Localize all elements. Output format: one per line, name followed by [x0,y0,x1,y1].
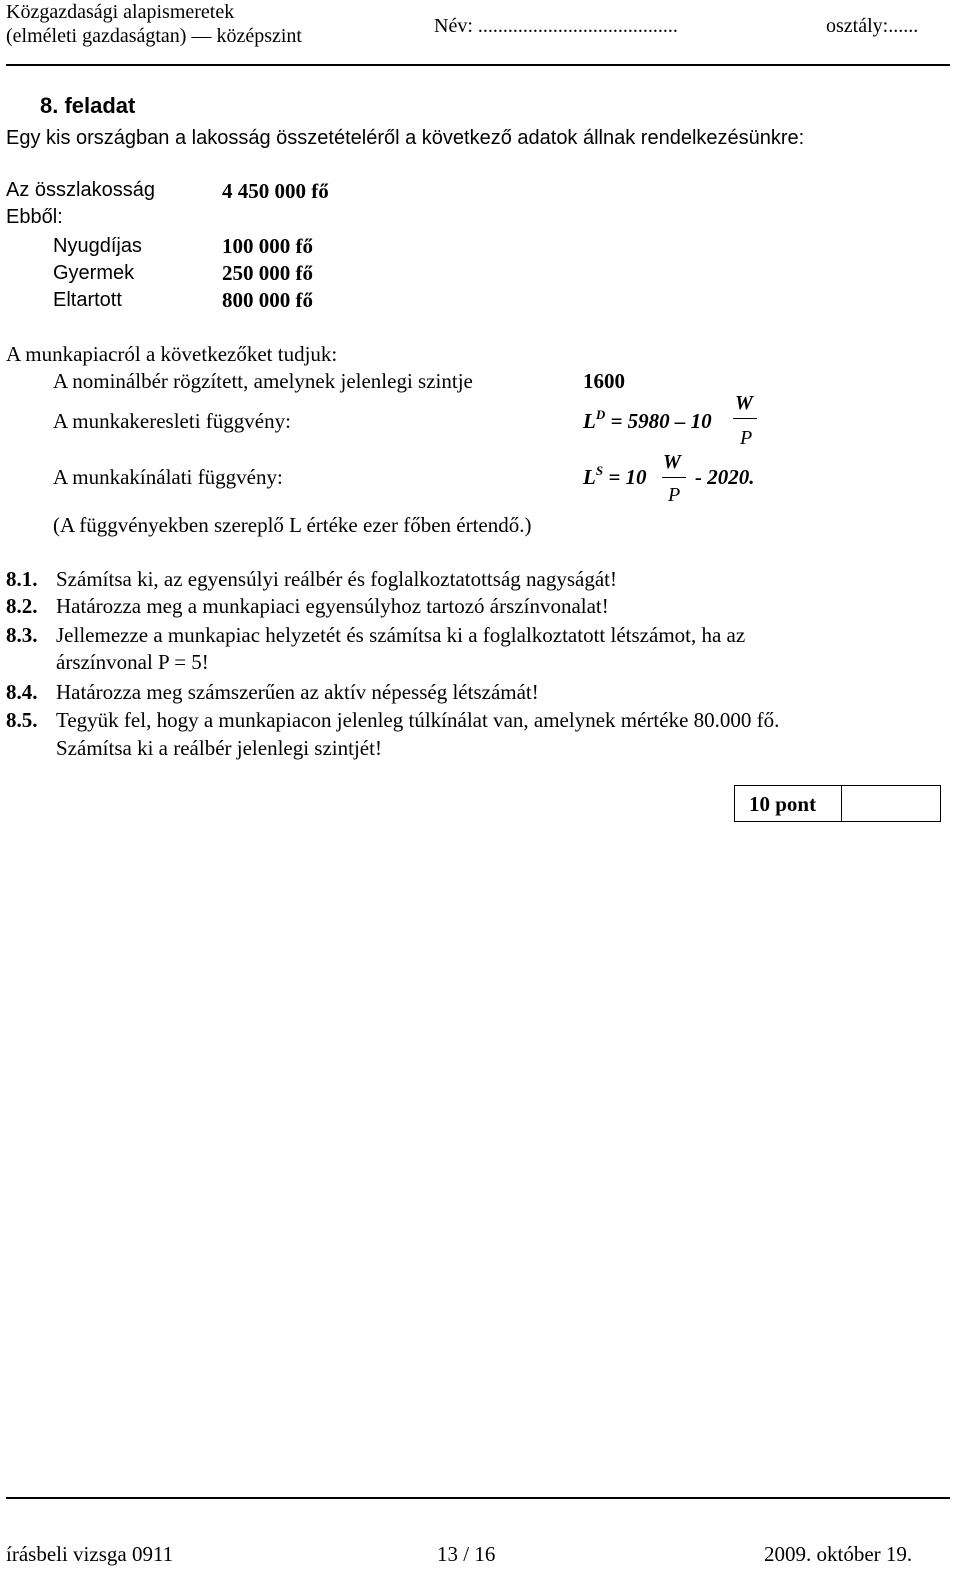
population-row-label: Gyermek [53,262,135,284]
nominal-wage-label: A nominálbér rögzített, amelynek jelenlegi szintje [53,369,473,393]
question-number: 8.2. [6,594,38,618]
points-label: 10 pont [749,792,817,816]
supply-fraction-numerator: W [663,451,681,473]
supply-fraction-denominator: P [668,484,681,506]
question-number: 8.1. [6,567,38,591]
population-row-value: 800 000 fő [222,288,313,312]
demand-fraction-denominator: P [740,427,753,449]
question-text-continued: árszínvonal P = 5! [56,650,209,674]
header-subject-line1: Közgazdasági alapismeretek [6,1,235,23]
population-row-label: Nyugdíjas [53,235,142,257]
population-row-label: Eltartott [53,289,122,311]
population-total-label: Az összlakosság [6,179,155,201]
header-class-field: osztály:...... [826,15,919,37]
unit-note: (A függvényekben szereplő L értéke ezer főben értendő.) [53,513,532,537]
labor-intro: A munkapiacról a következőket tudjuk: [6,342,338,366]
header-subject-line2: (elméleti gazdaságtan) — középszint [6,25,302,47]
footer-exam-code: írásbeli vizsga 0911 [6,1542,174,1566]
population-row-value: 100 000 fő [222,234,313,258]
question-text: Tegyük fel, hogy a munkapiacon jelenleg túlkínálat van, amelynek mértéke 80.000 fő. [56,708,780,732]
supply-tail: - 2020. [695,465,755,489]
question-text-continued: Számítsa ki a reálbér jelenlegi szintjét! [56,736,382,760]
demand-fraction-numerator: W [735,392,753,414]
supply-fraction-bar [662,477,686,478]
nominal-wage-value: 1600 [583,369,625,393]
question-text: Jellemezze a munkapiac helyzetét és számítsa ki a foglalkoztatott létszámot, ha az [56,623,746,647]
demand-superscript: D [595,407,606,422]
supply-formula [583,464,647,493]
supply-L: L [583,465,596,489]
footer-page-number: 13 / 16 [437,1542,496,1566]
task-intro: Egy kis országban a lakosság összetételéről a következő adatok állnak rendelkezésünkre: [6,127,805,149]
points-score-cell [841,785,941,822]
population-row-value: 250 000 fő [222,261,313,285]
demand-expression: = 5980 – 10 [610,409,712,433]
demand-formula [583,408,712,437]
demand-L: L [583,409,596,433]
header-rule [6,64,950,66]
demand-function-label: A munkakeresleti függvény: [53,409,291,433]
points-label-cell [734,785,842,822]
footer-rule [6,1497,950,1499]
header-name-field: Név: ........................................ [434,15,678,37]
question-text: Határozza meg számszerűen az aktív népesség létszámát! [56,680,539,704]
demand-fraction-bar [733,418,757,419]
supply-function-label: A munkakínálati függvény: [53,465,283,489]
task-title: 8. feladat [40,93,136,118]
supply-superscript: S [595,463,604,478]
question-text: Számítsa ki, az egyensúlyi reálbér és foglalkoztatottság nagyságát! [56,567,617,591]
question-number: 8.4. [6,680,38,704]
question-number: 8.3. [6,623,38,647]
population-subset-label: Ebből: [6,206,63,228]
supply-expression: = 10 [608,465,647,489]
question-text: Határozza meg a munkapiaci egyensúlyhoz tartozó árszínvonalat! [56,594,609,618]
question-number: 8.5. [6,708,38,732]
footer-date: 2009. október 19. [764,1542,913,1566]
population-total-value: 4 450 000 fő [222,179,329,203]
